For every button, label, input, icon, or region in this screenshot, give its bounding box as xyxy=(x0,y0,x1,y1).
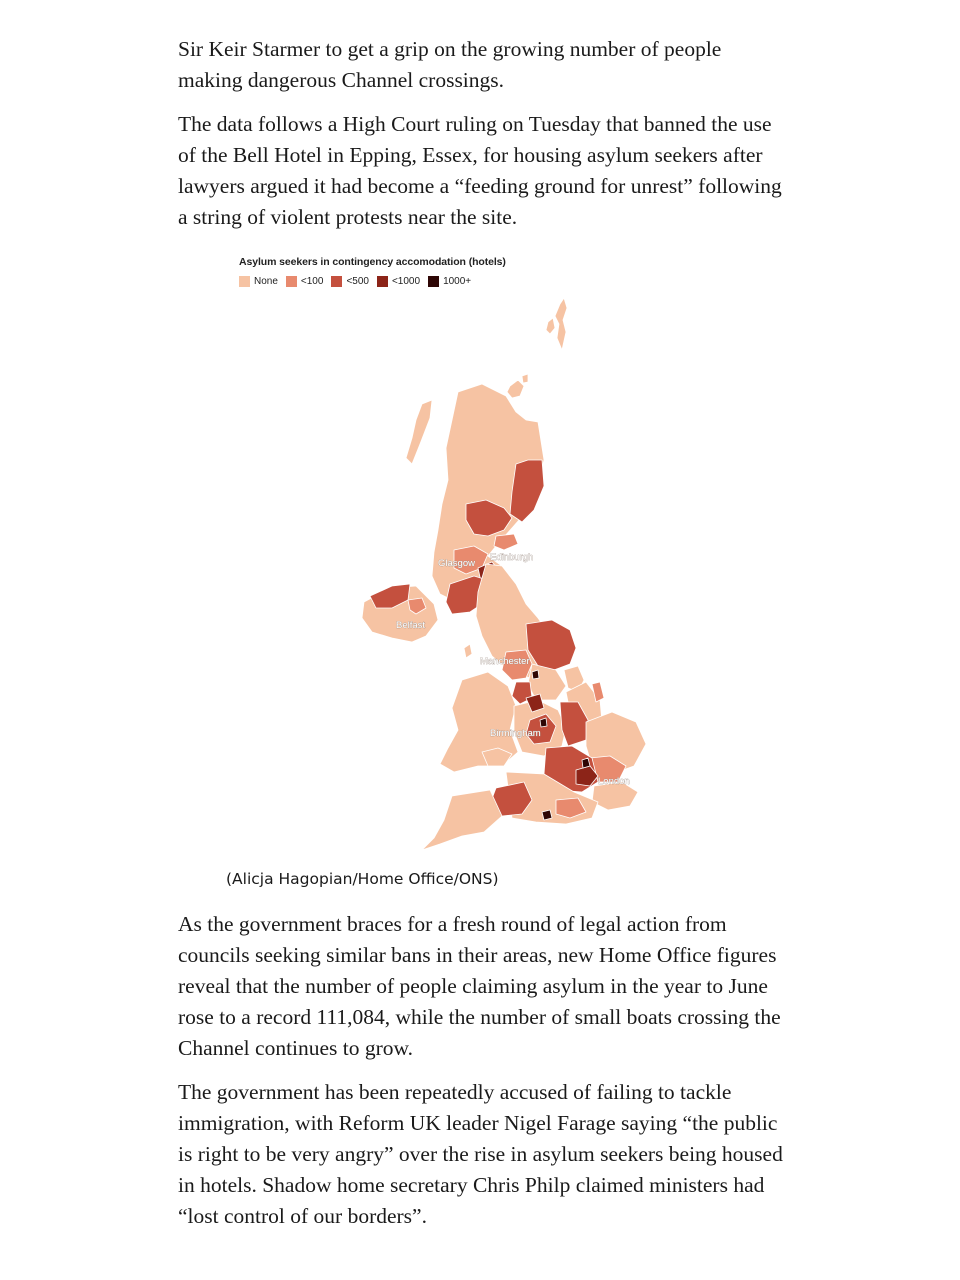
city-label-manchester: Manchester xyxy=(480,656,530,667)
city-label-birmingham: Birmingham xyxy=(490,728,541,739)
paragraph-1: Sir Keir Starmer to get a grip on the growing number of people making dangerous Channel crossings. xyxy=(178,37,722,92)
city-label-glasgow: Glasgow xyxy=(438,558,475,569)
city-label-london: London xyxy=(598,776,630,787)
legend-label-none: None xyxy=(254,276,278,287)
legend-label-lt1000: <1000 xyxy=(391,276,421,287)
region-hebrides xyxy=(406,400,432,464)
region-hotspot-a xyxy=(542,810,552,820)
region-orkney xyxy=(507,380,524,398)
region-orkney-islet xyxy=(522,374,528,383)
map-title: Asylum seekers in contingency accomodation (hotels) xyxy=(239,256,506,268)
uk-map xyxy=(226,252,746,862)
map-figure xyxy=(226,252,746,862)
region-hotspot-c xyxy=(540,718,547,727)
legend-label-lt500: <500 xyxy=(346,276,369,287)
city-label-belfast: Belfast xyxy=(396,620,426,631)
region-devon-cornwall xyxy=(422,790,502,850)
paragraph-3: As the government braces for a fresh round of legal action from councils seeking similar bans in their areas, new Home Office figures reveal that the number of people claiming asylum in the year to June rose to a record 111,084, while the number of small boats crossing the Channel continues to grow. xyxy=(178,912,781,1060)
region-hotspot-d xyxy=(532,670,539,679)
region-aberdeenshire xyxy=(510,460,544,522)
paragraph-4: The government has been repeatedly accused of failing to tackle immigration, with Reform UK leader Nigel Farage saying “the public is right to be very angry” over the rise in asylum seekers being housed in hotels. Shadow home secretary Chris Philp claimed ministers had “lost control of our borders”. xyxy=(178,1080,783,1228)
paragraph-2: The data follows a High Court ruling on Tuesday that banned the use of the Bell Hotel in Epping, Essex, for housing asylum seekers after lawyers argued it had become a “feeding ground for unrest” following a string of violent protests near the site. xyxy=(178,112,782,229)
city-label-edinburgh: Edinburgh xyxy=(490,552,534,563)
legend-label-lt100: <100 xyxy=(300,276,324,287)
region-fife xyxy=(494,534,518,550)
region-yorkshire xyxy=(528,664,566,700)
figure-caption: (Alicja Hagopian/Home Office/ONS) xyxy=(226,870,499,888)
legend-label-1000plus: 1000+ xyxy=(443,276,472,287)
region-shetland-islet xyxy=(546,318,555,334)
region-isle-of-man xyxy=(464,644,472,658)
region-shetland xyxy=(555,298,567,350)
